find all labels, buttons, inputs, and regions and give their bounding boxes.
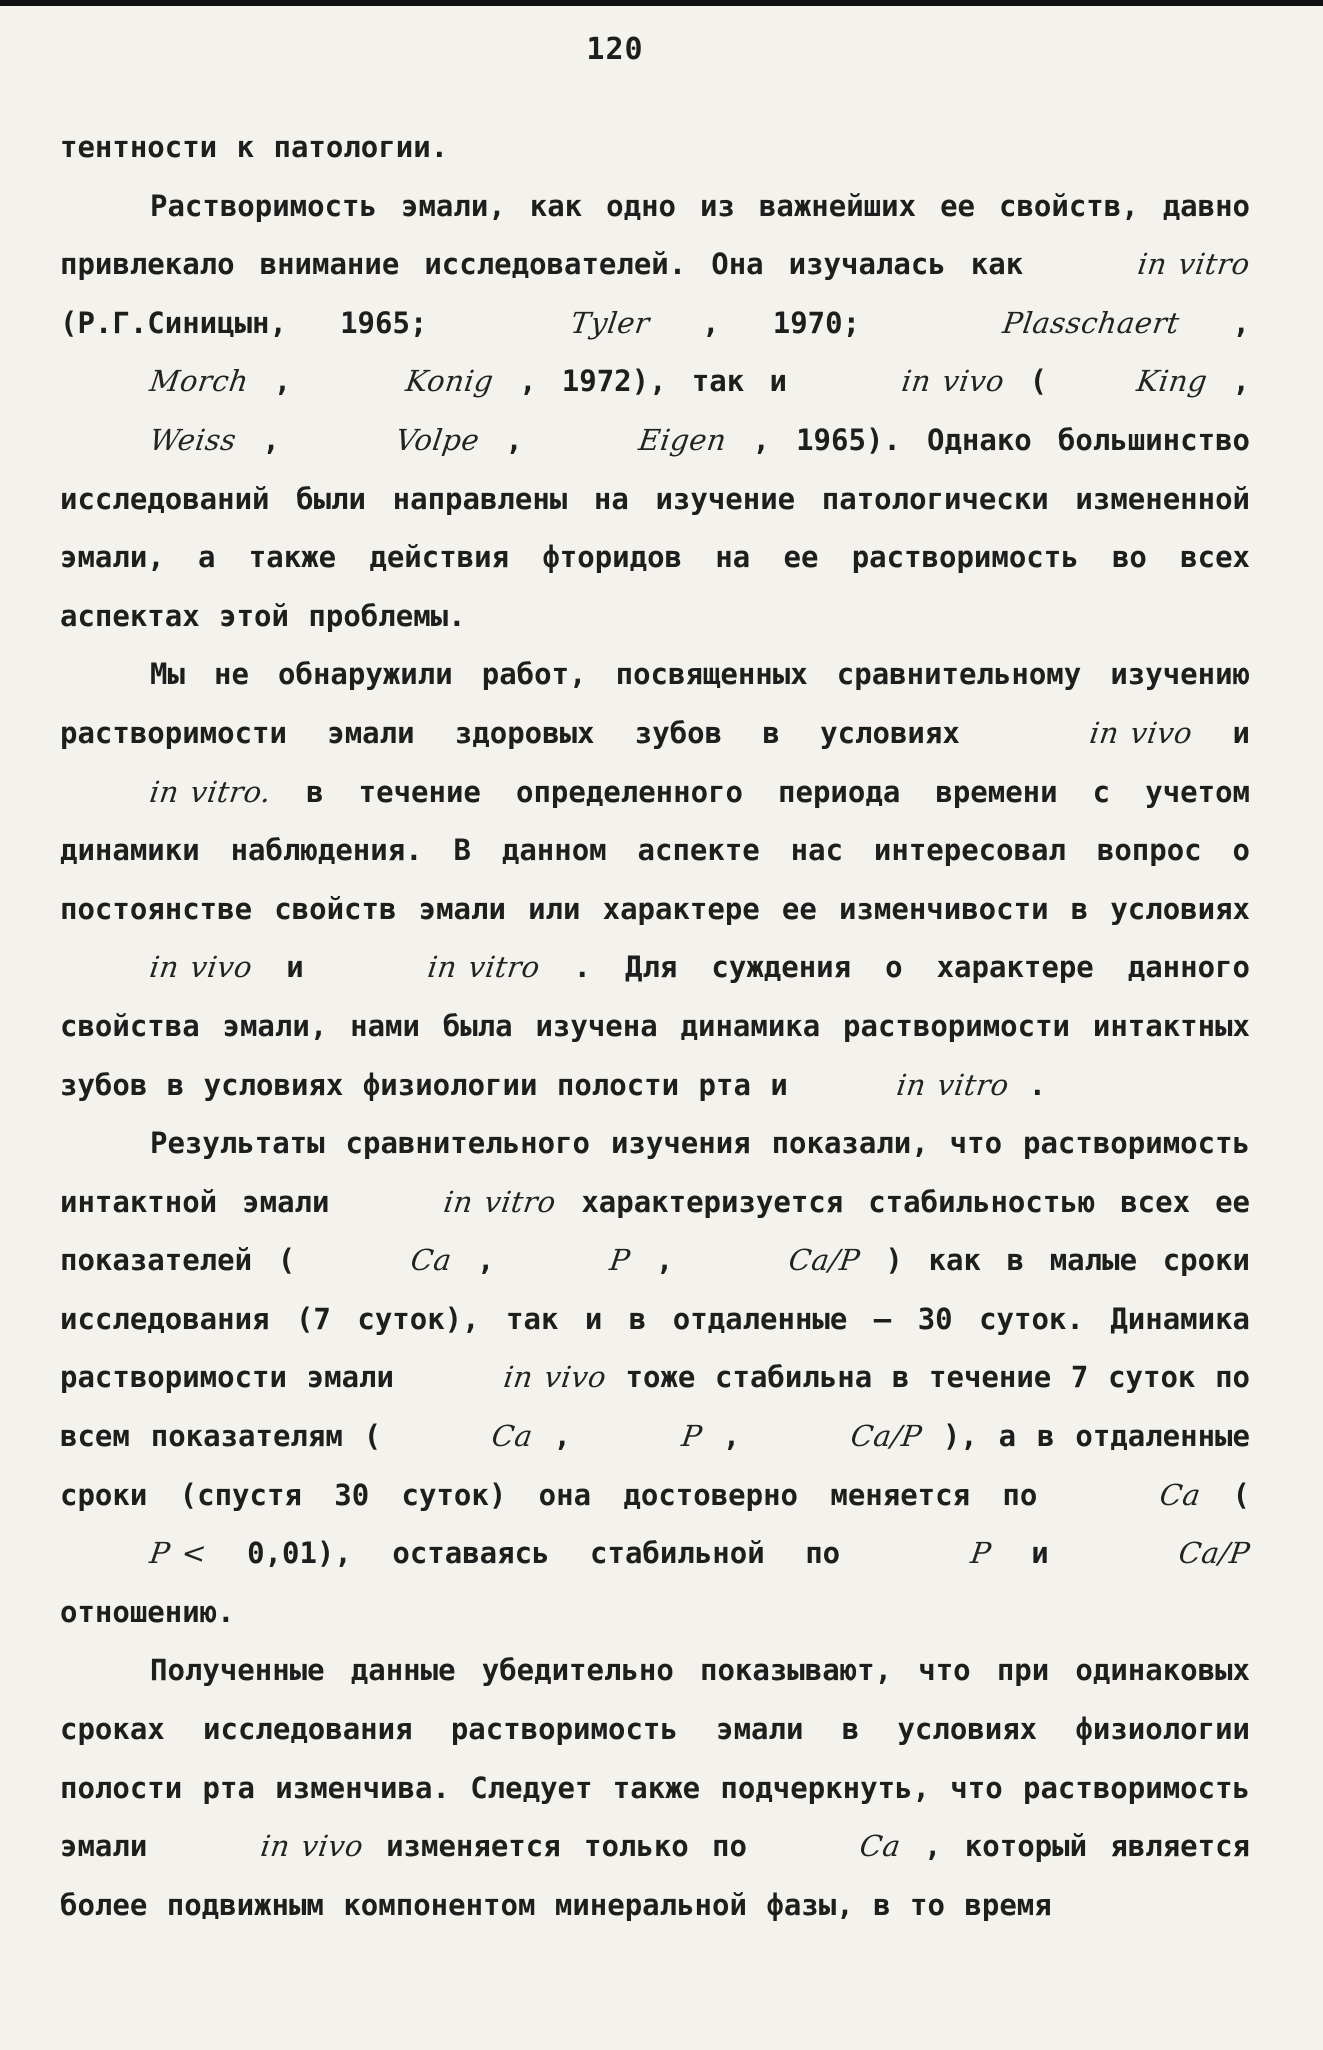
handwritten-insertion: in vivo — [1087, 715, 1195, 750]
typed-text: , — [479, 422, 549, 457]
typed-text: , — [451, 1243, 521, 1278]
handwritten-insertion: Ca/P — [786, 1243, 863, 1278]
typed-text: Мы не обнаружили работ, посвященных сравнительному изучению растворимости эмали здоровых зубов в условиях — [60, 657, 1250, 750]
typed-text: , 1965). Однако большинство исследований были направлены на изучение патологически измененной эмали, а также действия фторидов на ее растворимость во всех аспектах этой проблемы. — [60, 422, 1250, 633]
handwritten-insertion: in vitro — [442, 1184, 559, 1219]
handwritten-insertion: in vivo — [501, 1360, 609, 1395]
handwritten-insertion: Weiss — [147, 422, 239, 457]
handwritten-insertion: P — [607, 1243, 633, 1278]
handwritten-insertion: Ca — [489, 1419, 535, 1454]
handwritten-insertion: Eigen — [636, 422, 729, 457]
typed-text: тоже стабильна в течение 7 суток по всем показателям ( — [60, 1360, 1250, 1454]
handwritten-insertion: in vivo — [899, 364, 1007, 399]
typed-text: и — [1192, 715, 1250, 750]
handwritten-insertion: Tyler — [568, 305, 652, 340]
typed-text: , — [1207, 364, 1251, 399]
handwritten-insertion: Morch — [147, 364, 251, 399]
handwritten-insertion: Konig — [404, 364, 497, 399]
typed-text: Полученные данные убедительно показывают, что при одинаковых сроках исследования растворимость эмали в условиях физиологии полости рта изменчива. Следует также подчеркнуть, что растворимость эмали — [60, 1653, 1250, 1864]
typed-text: , который является более подвижным компонентом минеральной фазы, в то время — [60, 1829, 1251, 1922]
typed-text: ( — [1004, 364, 1048, 399]
handwritten-insertion: in vitro — [1135, 247, 1253, 282]
handwritten-insertion: P < — [147, 1536, 209, 1571]
handwritten-insertion: Ca/P — [1176, 1536, 1253, 1571]
typed-text: и — [252, 950, 338, 985]
handwritten-insertion: in vivo — [147, 950, 255, 985]
handwritten-insertion: in vivo — [258, 1829, 366, 1864]
page-number: 120 — [586, 32, 644, 67]
typed-text: 0,01), оставаясь стабильной по — [206, 1536, 881, 1571]
typed-text: Результаты сравнительного изучения показали, что растворимость интактной эмали — [60, 1126, 1250, 1219]
handwritten-insertion: P — [679, 1419, 705, 1454]
typed-text: ), а в отдаленные сроки (спустя 30 суток) она достоверно меняется по — [60, 1419, 1250, 1512]
handwritten-insertion: in vitro. — [147, 774, 274, 809]
typed-text: тентности к патологии. — [60, 130, 449, 164]
handwritten-insertion: Volpe — [393, 422, 482, 457]
typed-text: , — [1179, 305, 1250, 340]
handwritten-insertion: in vitro — [425, 950, 542, 985]
handwritten-insertion: P — [968, 1536, 994, 1571]
handwritten-insertion: Ca — [408, 1243, 454, 1278]
handwritten-insertion: King — [1134, 364, 1210, 399]
typed-text: отношению. — [60, 1594, 235, 1629]
typed-text: (Р.Г.Синицын, 1965; — [60, 305, 481, 340]
paragraph — [60, 177, 1253, 646]
typed-text: , — [532, 1419, 592, 1454]
paragraph — [60, 1641, 1250, 1934]
typed-text: , — [630, 1243, 699, 1278]
handwritten-insertion: Plasschaert — [1000, 305, 1182, 340]
typed-text: в течение определенного периода времени с учетом динамики наблюдения. В данном аспекте нас интересовал вопрос о постоянстве свойств эмали или характере ее изменчивости в условиях — [60, 774, 1250, 926]
typed-text: , — [236, 422, 306, 457]
typed-text: Растворимость эмали, как одно из важнейших ее свойств, давно привлекало внимание исследователей. Она изучалась как — [60, 188, 1250, 282]
typed-text: и — [990, 1536, 1090, 1571]
handwritten-insertion: Ca — [1157, 1477, 1203, 1512]
paragraph — [60, 1114, 1253, 1641]
typed-text: , 1970; — [649, 305, 914, 340]
typed-text: ) как в малые сроки исследования (7 суток), так и в отдаленные – 30 суток. Динамика растворимости эмали — [60, 1243, 1250, 1395]
handwritten-insertion: Ca — [857, 1829, 904, 1864]
document-body — [60, 118, 1253, 1934]
typed-text: ( — [1200, 1477, 1250, 1512]
handwritten-insertion: in vitro — [894, 1067, 1012, 1102]
typed-text: . Для суждения о характере данного свойства эмали, нами была изучена динамика растворимости интактных зубов в условиях физиологии полости рта и — [60, 950, 1250, 1102]
typed-text: , — [248, 364, 317, 399]
paragraph — [60, 118, 1250, 177]
typed-text: характеризуется стабильностью всех ее показателей ( — [60, 1184, 1250, 1278]
paragraph — [60, 645, 1250, 1114]
typed-text: изменяется только по — [362, 1829, 771, 1864]
typed-text: , 1972), так и — [493, 364, 813, 399]
typed-text: , — [701, 1419, 762, 1454]
typed-text: . — [1009, 1067, 1047, 1102]
scan-top-edge — [0, 0, 1323, 6]
handwritten-insertion: Ca/P — [848, 1419, 925, 1454]
